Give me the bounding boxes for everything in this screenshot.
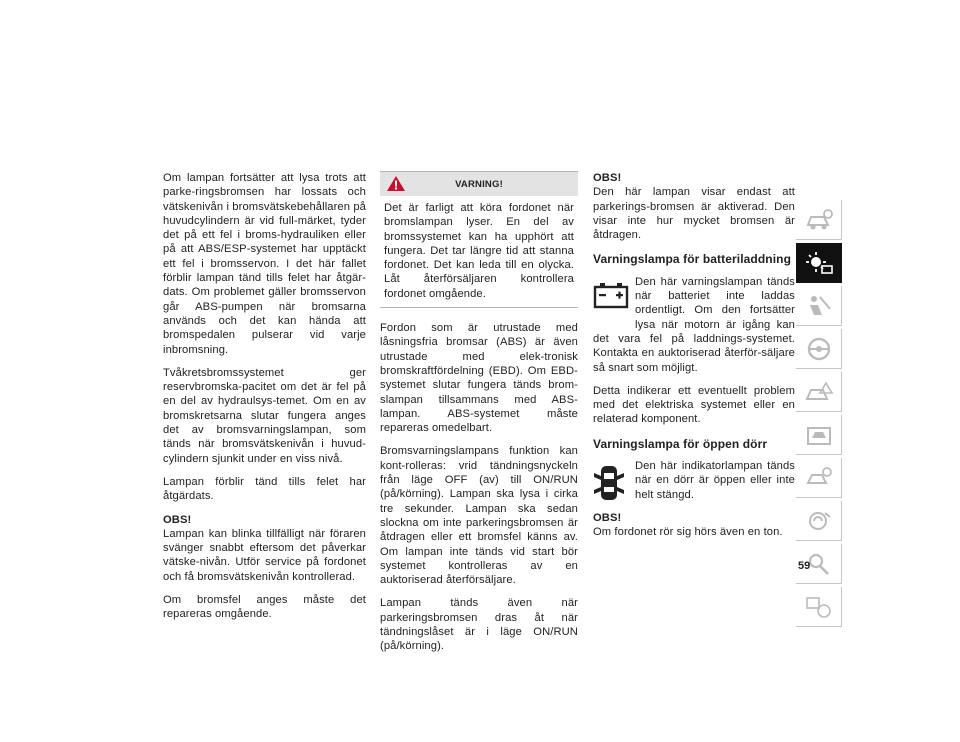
door-text: Den här indikatorlampan tänds när en dörr är öppen eller inte helt stängd. (635, 460, 795, 501)
safety-tab[interactable] (796, 286, 842, 326)
multimedia-icon (804, 508, 834, 534)
paragraph: Lampan förblir tänd tills felet har åtgärdats. (163, 475, 366, 503)
column-1 (163, 171, 366, 631)
safety-icon (804, 293, 834, 319)
obs-text: Den här lampan visar endast att parkerings-bromsen är aktiverad. Den visar inte hur mycket bromsen är åtdragen. (593, 186, 795, 242)
note (593, 171, 795, 242)
service-tab[interactable] (796, 415, 842, 455)
specs-tab[interactable] (796, 458, 842, 498)
multimedia-tab[interactable] (796, 501, 842, 541)
obs-text: Lampan kan blinka tillfälligt när föraren svänger snabbt eftersom det påverkar vätske-nivån. Utför service på fordonet och få bromsvätskenivån kontrollerad. (163, 527, 366, 583)
warning-box (380, 171, 578, 308)
emergency-icon (804, 379, 834, 405)
page-number: 59 (798, 560, 811, 572)
battery-icon (593, 279, 629, 319)
obs-label: OBS! (593, 172, 622, 184)
door-section (593, 459, 795, 511)
warning-header (380, 172, 578, 196)
paragraph: Detta indikerar ett eventuellt problem med det elektriska systemet eller en relaterad komponent. (593, 384, 795, 426)
paragraph: Bromsvarningslampans funktion kan kont-rolleras: vrid tändningsnyckeln från läge OFF (av) till ON/RUN (på/körning). Lampan ska lysa i cirka tre sekunder. Lampan ska sedan slockna om inte parkeringsbromsen är åtdragen eller ett bromsfel känns av. Om lampan inte tänds vid start bör systemet kontrolleras av en auktoriserad återförsäljare. (380, 445, 578, 587)
paragraph: Tvåkretsbromssystemet ger reservbromska-pacitet om det är fel på en del av hydraulsys-temet. Om en av bromskretsarna slutar fungera anges det av bromsvarningslampan, som tänds när bromsvätskenivån i huvud-cylindern sjunkit under en viss nivå. (163, 366, 366, 465)
battery-section (593, 275, 795, 384)
obs-label: OBS! (593, 511, 622, 524)
service-icon (804, 422, 834, 448)
steering-tab[interactable] (796, 329, 842, 369)
section-heading-door: Varningslampa för öppen dörr (593, 436, 768, 451)
door-ajar-icon (593, 463, 629, 503)
warning-lights-tab[interactable] (796, 243, 842, 283)
specs-icon (804, 465, 834, 491)
section-heading-battery: Varningslampa för batteriladdning (593, 252, 791, 267)
note (593, 511, 795, 540)
paragraph: Lampan tänds även när parkeringsbromsen dras åt när tändningslåset är i läge ON/RUN (på/körning). (380, 597, 578, 653)
warning-title: VARNING! (455, 179, 503, 190)
obs-label: OBS! (163, 513, 192, 526)
column-2 (380, 171, 578, 663)
paragraph: Fordon som är utrustade med låsningsfria bromsar (ABS) är även utrustade med elek-tronisk bromskraftfördelning (EBD). Om EBD-systemet slutar fungera tänds brom-slampan tillsammans med ABS-lampan. ABS-systemet måste repareras omedelbart. (380, 322, 578, 435)
column-3 (593, 171, 795, 549)
car-info-tab[interactable] (796, 200, 842, 240)
language-icon (804, 594, 834, 620)
obs-text: Om fordonet rör sig hörs även en ton. (593, 526, 783, 539)
note (163, 513, 366, 584)
warning-lights-icon (804, 250, 834, 276)
emergency-tab[interactable] (796, 372, 842, 412)
paragraph: Om bromsfel anges måste det repareras omgående. (163, 594, 366, 621)
battery-text: Den här varningslampan tänds när batteriet inte laddas ordentligt. Om den fortsätter lysa när motorn är igång kan det vara fel på laddnings-systemet. Kontakta en auktoriserad återför-säljare så snart som möjligt. (593, 275, 795, 374)
steering-wheel-icon (804, 336, 834, 362)
warning-text: Det är farligt att köra fordonet när bromslampan lyser. En del av bromssystemet kan ha upphört att fungera. Det tar längre tid att stanna fordonet. Det kan leda till en olycka. Låt återförsäljaren kontrollera fordonet omgående. (384, 202, 574, 300)
car-info-icon (804, 207, 834, 233)
paragraph: Om lampan fortsätter att lysa trots att parke-ringsbromsen har lossats och vätskenivån i bromsvätskebehållaren på huvudcylindern är vid full-märket, tyder det på ett fel i broms-hydrauliken eller på att ABS/ESP-systemet har upptäckt ett fel i bromsservon. I det här fallet förblir lampan tänd tills felet har åtgär-dats. Om problemet gäller bromsservon går ABS-pumpen när bromsarna används och det kan hända att bromspedalen pulserar vid varje inbromsning. (163, 172, 366, 356)
language-tab[interactable] (796, 587, 842, 627)
